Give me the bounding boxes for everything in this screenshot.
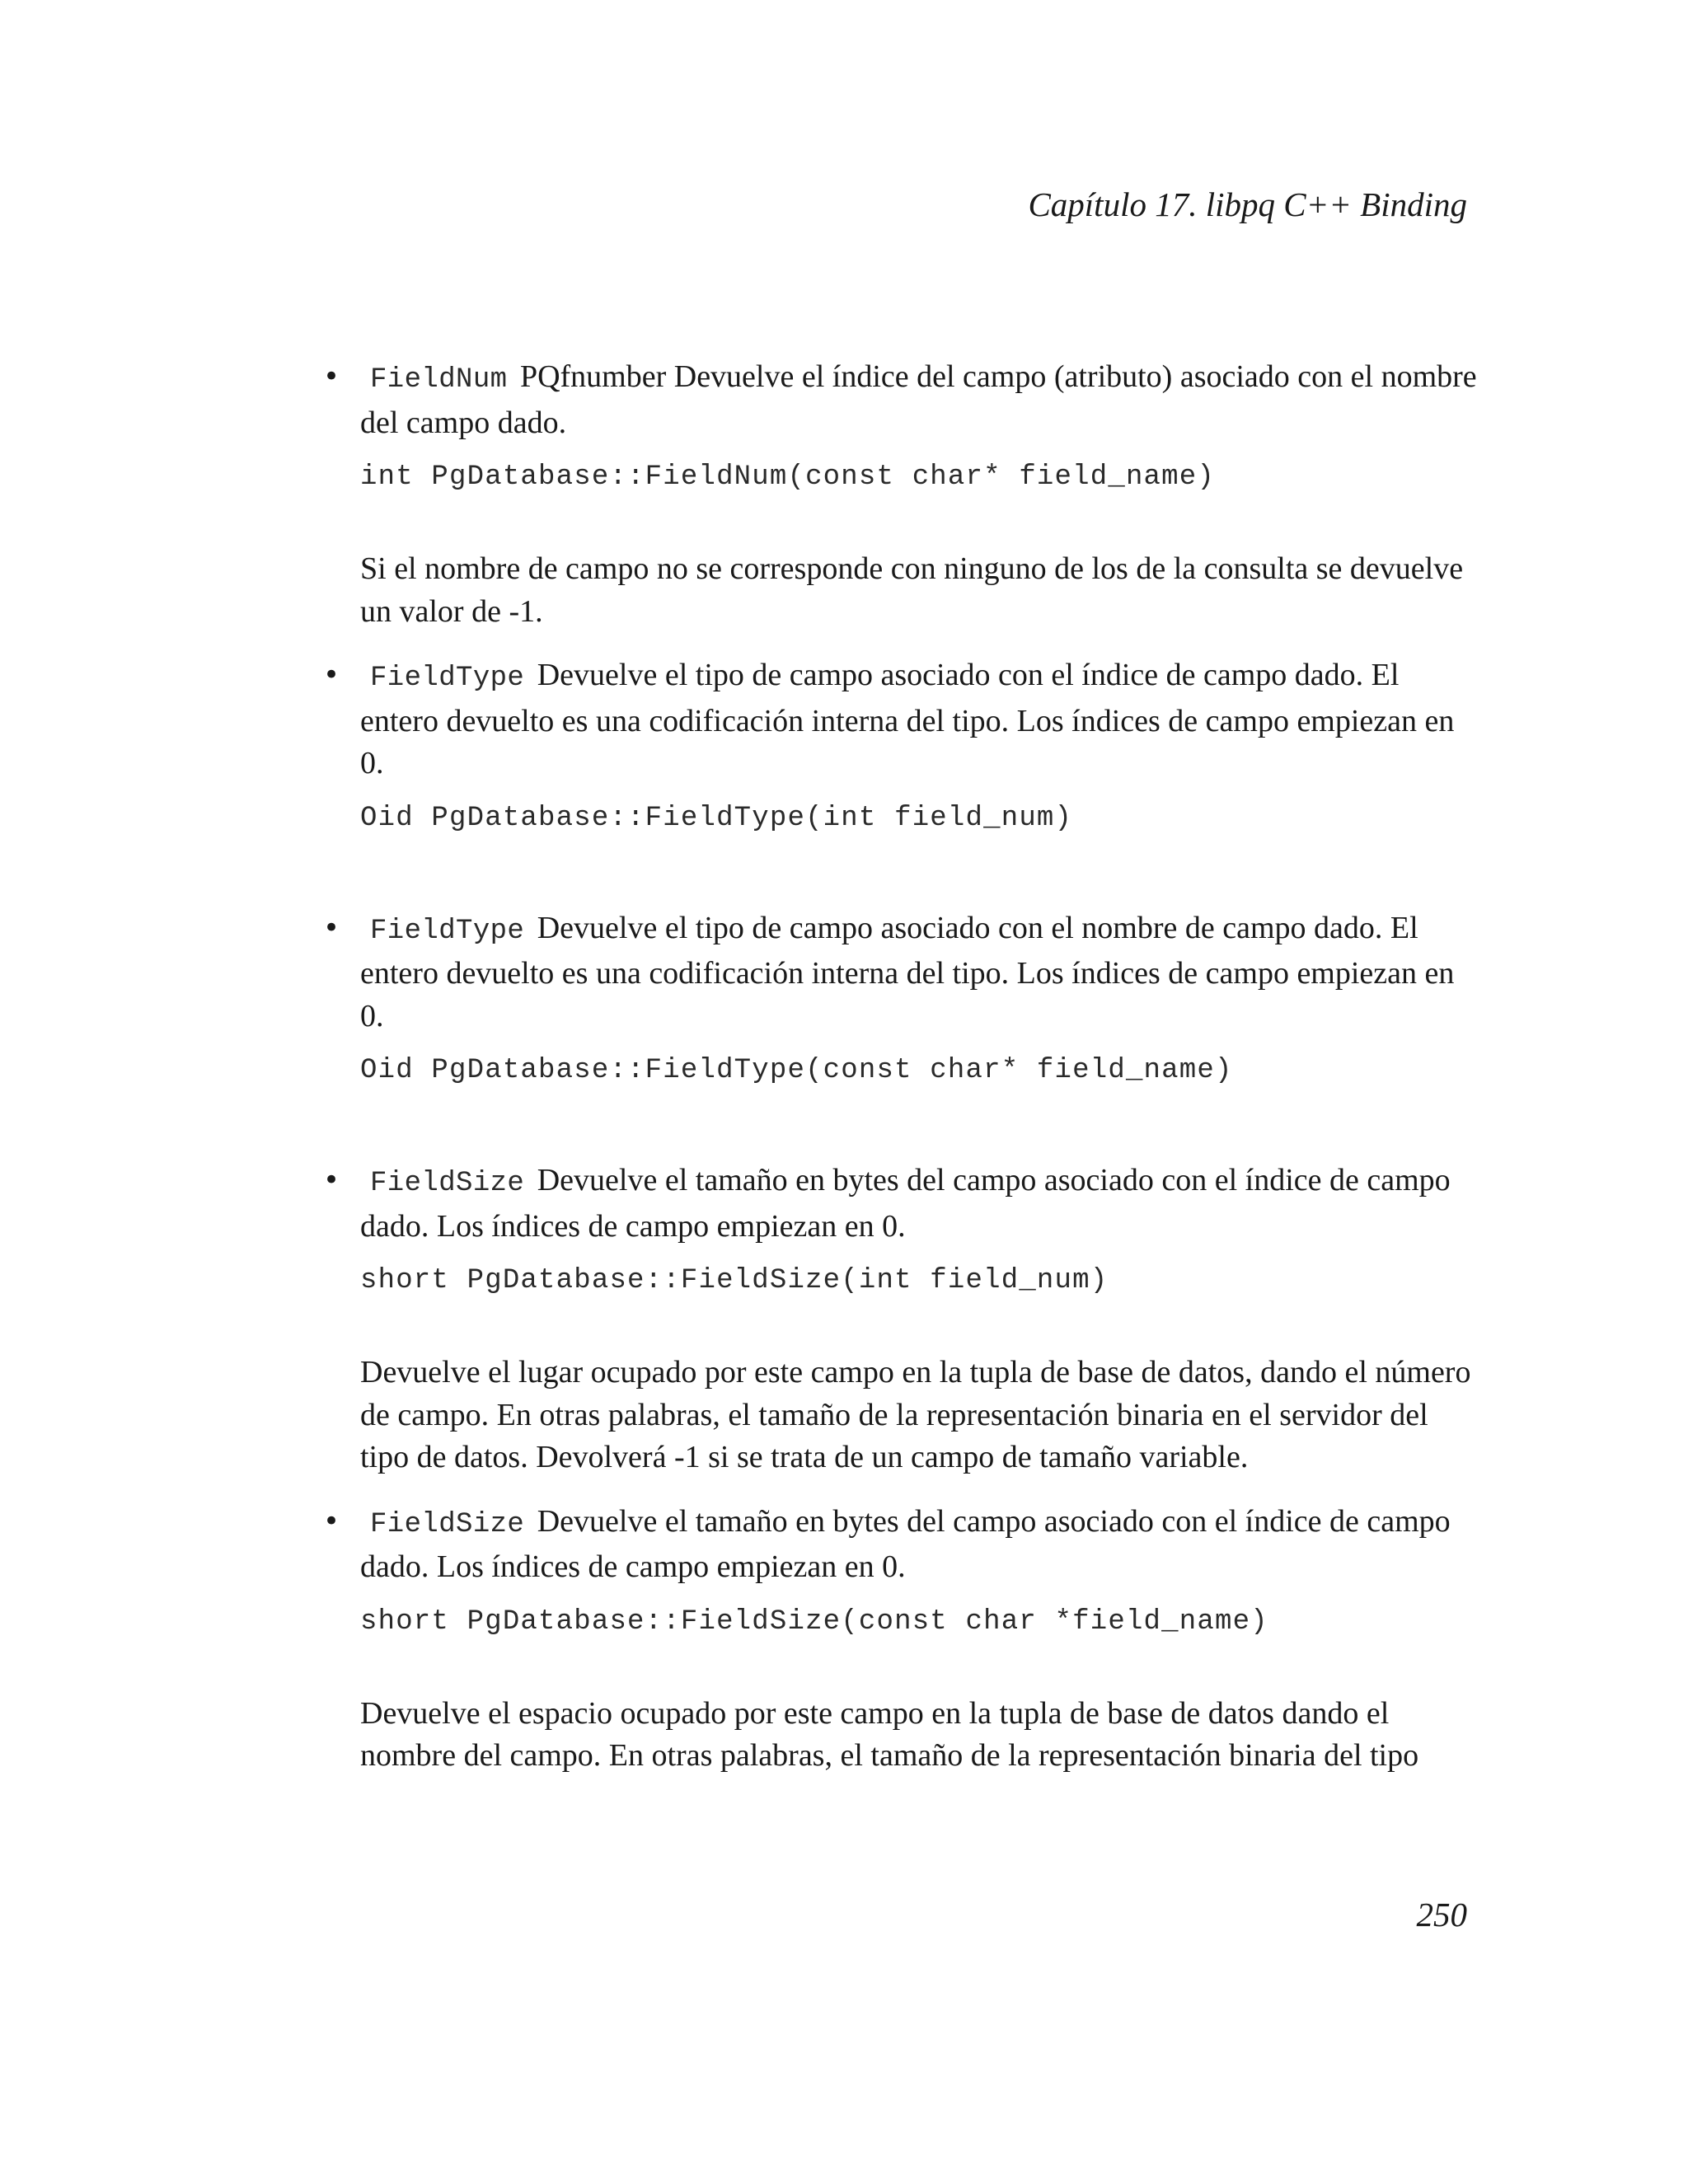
entry-description-text: Devuelve el tipo de campo asociado con el nombre de campo dado. El entero devuelto es una codificación interna del tipo. Los índices de campo empiezan en 0.: [360, 910, 1455, 1033]
entry-description-text: PQfnumber Devuelve el índice del campo (atributo) asociado con el nombre del campo dado.: [360, 359, 1477, 440]
list-item-fieldnum: [323, 356, 1477, 633]
code-signature: int PgDatabase::FieldNum(const char* field_name): [360, 462, 1215, 493]
list-item-fieldtype-index: [323, 654, 1477, 837]
entry-note: Devuelve el espacio ocupado por este campo en la tupla de base de datos dando el nombre del campo. En otras palabras, el tamaño de la representación binaria del tipo: [360, 1695, 1419, 1773]
entry-term: FieldType: [370, 915, 525, 947]
page-number: 250: [1416, 1896, 1467, 1933]
entry-description: [360, 1501, 1477, 1589]
bullet-marker: •: [323, 911, 340, 944]
list-item-fieldsize-name: [323, 1501, 1477, 1778]
entry-term: FieldType: [370, 663, 525, 694]
entry-description: [360, 356, 1477, 444]
entry-description: [360, 907, 1477, 1038]
page-body: [323, 356, 1477, 1778]
bullet-marker: •: [323, 658, 340, 691]
list-item-fieldtype-name: [323, 907, 1477, 1090]
bullet-marker: •: [323, 1164, 340, 1197]
entry-note: Si el nombre de campo no se corresponde con ninguno de los de la consulta se devuelve un valor de -1.: [360, 551, 1464, 629]
entry-description: [360, 654, 1477, 785]
entry-description-text: Devuelve el tamaño en bytes del campo asociado con el índice de campo dado. Los índices de campo empiezan en 0.: [360, 1163, 1451, 1244]
entry-description: [360, 1160, 1477, 1248]
running-header: Capítulo 17. libpq C++ Binding: [1028, 185, 1467, 223]
code-signature: short PgDatabase::FieldSize(int field_num): [360, 1265, 1109, 1296]
entry-description-text: Devuelve el tipo de campo asociado con el índice de campo dado. El entero devuelto es una codificación interna del tipo. Los índices de campo empiezan en 0.: [360, 658, 1455, 780]
code-signature: Oid PgDatabase::FieldType(const char* field_name): [360, 1055, 1233, 1086]
entry-term: FieldSize: [370, 1168, 525, 1199]
bullet-marker: •: [323, 1504, 340, 1538]
list-item-fieldsize-index: [323, 1160, 1477, 1479]
entry-term: FieldNum: [370, 364, 508, 396]
entry-term: FieldSize: [370, 1508, 525, 1540]
entry-note: Devuelve el lugar ocupado por este campo en la tupla de base de datos, dando el número de campo. En otras palabras, el tamaño de la representación binaria en el servidor del tipo de datos. Devolverá -1 si se trata de un campo de tamaño variable.: [360, 1355, 1471, 1474]
bullet-marker: •: [323, 360, 340, 393]
code-signature: short PgDatabase::FieldSize(const char *field_name): [360, 1605, 1268, 1638]
entry-description-text: Devuelve el tamaño en bytes del campo asociado con el índice de campo dado. Los índices de campo empiezan en 0.: [360, 1503, 1451, 1584]
code-signature: Oid PgDatabase::FieldType(int field_num): [360, 802, 1073, 834]
